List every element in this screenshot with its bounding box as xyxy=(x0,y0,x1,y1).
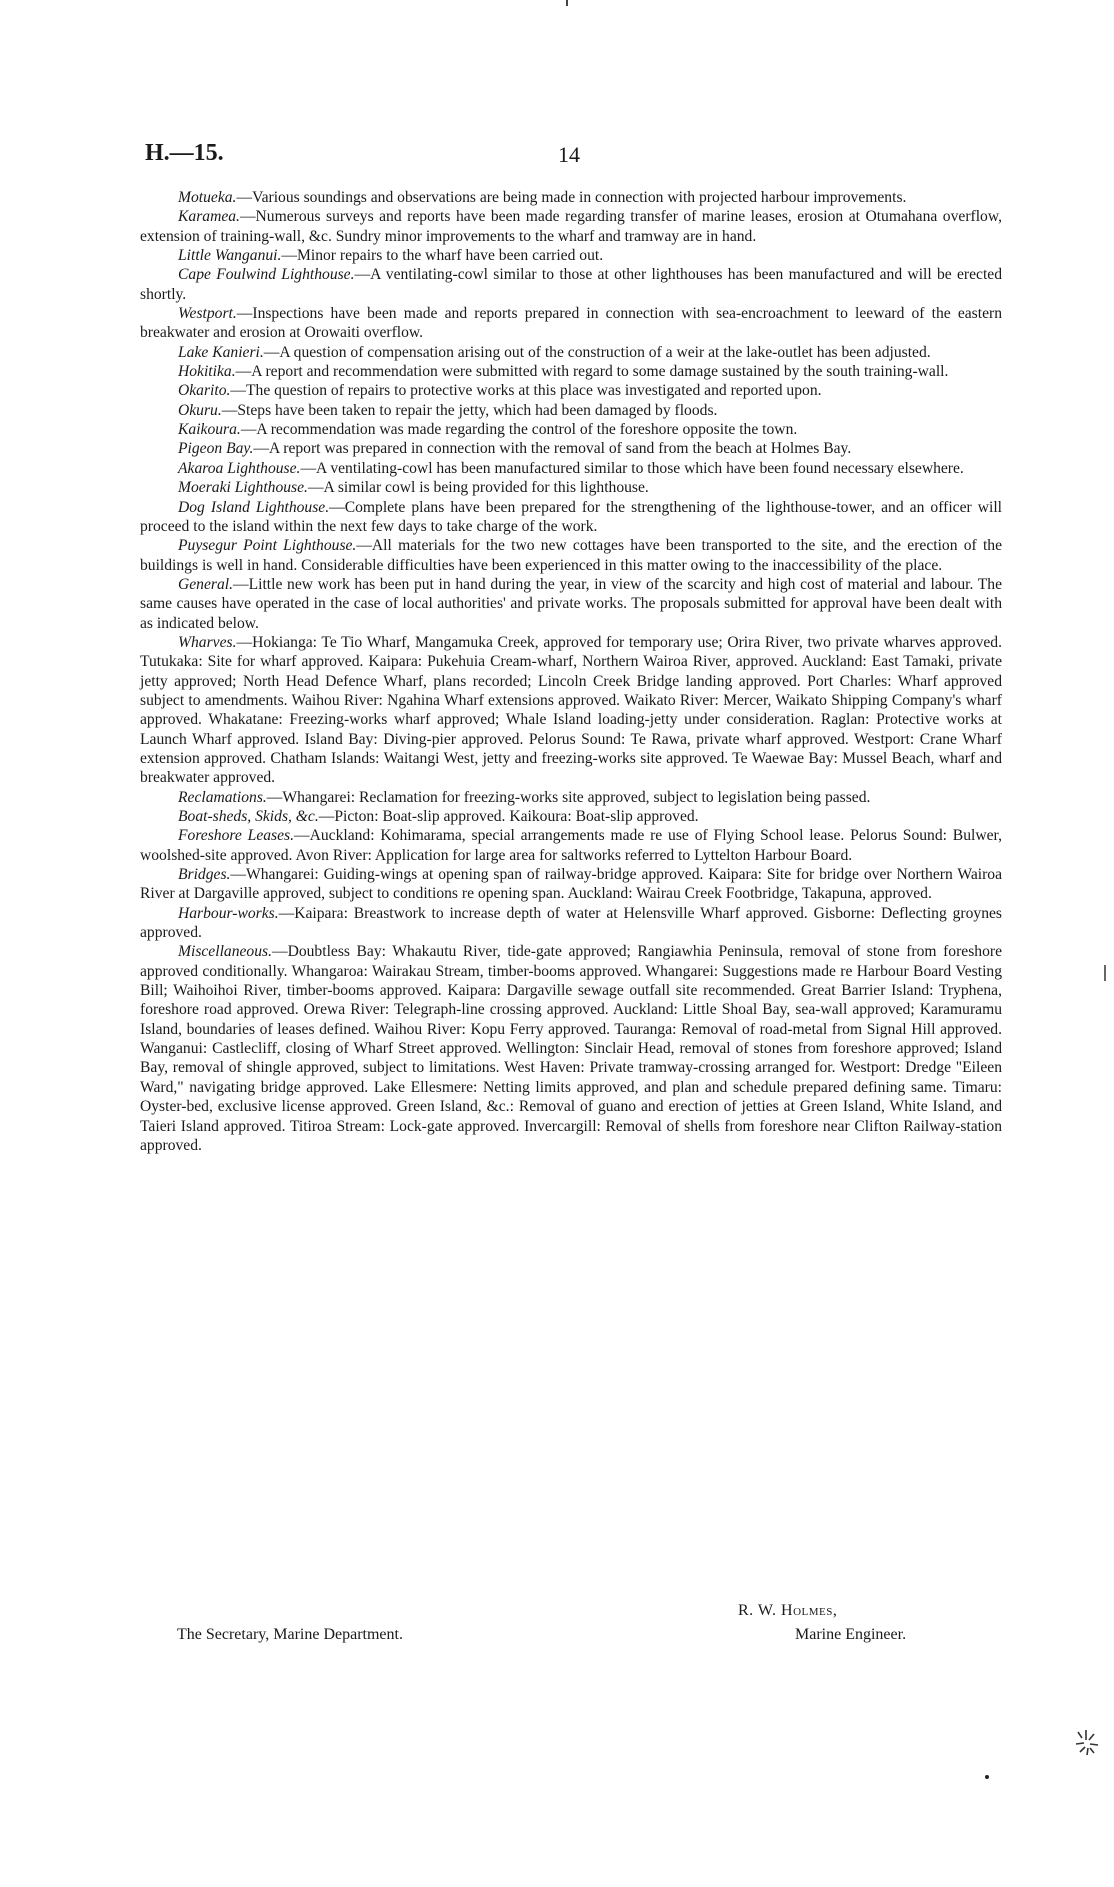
page-number: 14 xyxy=(558,142,580,167)
paragraph-text: —The question of repairs to protective works at this place was investigated and reported upon. xyxy=(230,382,822,400)
paragraph xyxy=(140,362,1002,381)
paragraph-text: —A ventilating-cowl has been manufactured similar to those which have been found necessary elsewhere. xyxy=(300,459,964,477)
paragraph-heading: Foreshore Leases. xyxy=(178,827,294,845)
paragraph-text: —Steps have been taken to repair the jetty, which had been damaged by floods. xyxy=(221,401,718,419)
paragraph xyxy=(140,439,1002,458)
paragraph-text: —Kaipara: Breastwork to increase depth of water at Helensville Wharf approved. Gisborne: Deflecting groynes approved. xyxy=(140,904,1002,942)
paragraph-text: —Hokianga: Te Tio Wharf, Mangamuka Creek, approved for temporary use; Orira River, two private wharves approved. Tutukaka: Site for wharf approved. Kaipara: Pukehuia Cream-wharf, Northern Wairoa River, approved. Auckland: East Tamaki, private jetty approved; North Head Defence Wharf, plans recorded; Lincoln Creek Bridge landing approved. Port Charles: Wharf approved subject to amendments. Waihou River: Ngahina Wharf extensions approved. Waikato River: Mercer, Waikato Shipping Company's wharf approved. Whakatane: Freezing-works wharf approved; Whale Island loading-jetty under consideration. Raglan: Protective works at Launch Wharf approved. Island Bay: Diving-pier approved. Pelorus Sound: Te Rawa, private wharf approved. Westport: Crane Wharf extension approved. Chatham Islands: Waitangi West, jetty and freezing-works site approved. Te Waewae Bay: Mussel Beach, wharf and breakwater approved. xyxy=(140,633,1002,787)
paragraph-text: —A recommendation was made regarding the control of the foreshore opposite the town. xyxy=(240,421,798,439)
paragraph-heading: Boat-sheds, Skids, &c. xyxy=(178,808,319,825)
paragraph-heading: Reclamations. xyxy=(178,788,267,806)
paragraph-heading: Lake Kanieri. xyxy=(178,343,264,361)
paragraph xyxy=(140,401,1002,420)
paragraph xyxy=(140,942,1002,1155)
scan-speck-top xyxy=(566,0,568,6)
paragraph xyxy=(140,459,1002,478)
paragraph-heading: Pigeon Bay. xyxy=(178,440,254,458)
paragraph xyxy=(140,420,1002,439)
paragraph-heading: Akaroa Lighthouse. xyxy=(178,459,301,477)
paragraph xyxy=(140,343,1002,362)
paragraph-heading: Motueka. xyxy=(178,189,237,206)
paragraph xyxy=(140,381,1002,400)
paragraph-text: —Whangarei: Guiding-wings at opening span of railway-bridge approved. Kaipara: Site for bridge over Northern Wairoa River at Dargaville approved, subject to conditions re opening span. Auckland: Wairau Creek Footbridge, Takapuna, approved. xyxy=(140,866,1002,903)
paragraph xyxy=(140,207,1002,246)
paragraph-text: —Various soundings and observations are being made in connection with projected harbour improvements. xyxy=(236,189,907,206)
addressee: The Secretary, Marine Department. xyxy=(177,1626,403,1643)
paragraph-text: —Auckland: Kohimarama, special arrangements made re use of Flying School lease. Pelorus Sound: Bulwer, woolshed-site approved. Avon River: Application for large area for saltworks referred to Lyttelton Harbour Board. xyxy=(140,827,1002,864)
paragraph-text: —A report and recommendation were submitted with regard to some damage sustained by the south training-wall. xyxy=(235,363,949,381)
paragraph-text: —A similar cowl is being provided for this lighthouse. xyxy=(307,479,649,497)
paragraph-heading: Puysegur Point Lighthouse. xyxy=(178,537,357,555)
paragraph-heading: Moeraki Lighthouse. xyxy=(178,479,308,497)
scan-dot xyxy=(985,1775,989,1779)
paragraph-heading: Bridges. xyxy=(178,866,231,884)
paragraph xyxy=(140,188,1002,207)
signature-name: R. W. Holmes, xyxy=(738,1602,838,1619)
paragraph-text: —Picton: Boat-slip approved. Kaikoura: Boat-slip approved. xyxy=(318,808,699,825)
paragraph-heading: Cape Foulwind Lighthouse. xyxy=(178,266,355,284)
paragraph xyxy=(140,633,1002,788)
signature-title: Marine Engineer. xyxy=(795,1626,907,1643)
paragraph-heading: General. xyxy=(178,575,233,593)
paragraph-text: —Minor repairs to the wharf have been carried out. xyxy=(281,247,604,265)
paragraph xyxy=(140,246,1002,265)
paragraph xyxy=(140,498,1002,537)
paragraph-heading: Harbour-works. xyxy=(178,904,279,922)
paragraph-heading: Dog Island Lighthouse. xyxy=(178,498,330,516)
paragraph xyxy=(140,788,1002,807)
paragraph-text: —Doubtless Bay: Whakautu River, tide-gate approved; Rangiawhia Peninsula, removal of stone from foreshore approved conditionally. Whangaroa: Wairakau Stream, timber-booms approved. Whangarei: Suggestions made re Harbour Board Vesting Bill; Waihoihoi River, timber-booms approved. Kaipara: Dargaville sewage outfall site recommended. Great Barrier Island: Tryphena, foreshore road approved. Orewa River: Telegraph-line crossing approved. Auckland: Little Shoal Bay, sea-wall approved; Karamuramu Island, boundaries of leases defined. Waihou River: Kopu Ferry approved. Tauranga: Removal of road-metal from Signal Hill approved. Wanganui: Castlecliff, closing of Wharf Street approved. Wellington: Sinclair Head, removal of stones from foreshore approved; Island Bay, removal of shingle approved, subject to limitations. West Haven: Private tramway-crossing arranged for. Westport: Dredge "Eileen Ward," navigating bridge approved. Lake Ellesmere: Netting limits approved, and plan and schedule prepared defining same. Timaru: Oyster-bed, exclusive license approved. Green Island, &c.: Removal of guano and erection of jetties at Green Island, White Island, and Taieri Island approved. Titiroa Stream: Lock-gate approved. Invercargill: Removal of shells from foreshore near Clifton Railway-station approved. xyxy=(140,943,1002,1154)
paragraph-heading: Kaikoura. xyxy=(178,421,241,439)
paragraph-text: —Complete plans have been prepared for the strengthening of the lighthouse-tower, and an officer will proceed to the island within the next few days to take charge of the work. xyxy=(140,498,1002,535)
scan-blot-icon xyxy=(1072,1728,1102,1758)
paragraph-text: —All materials for the two new cottages have been transported to the site, and the erection of the buildings is well in hand. Considerable difficulties have been experienced in this matter owing to the inaccessibility of the place. xyxy=(140,537,1002,574)
paragraph xyxy=(140,304,1002,343)
paragraph-text: —Little new work has been put in hand during the year, in view of the scarcity and high cost of material and labour. The same causes have operated in the case of local authorities' and private works. The proposals submitted for approval have been dealt with as indicated below. xyxy=(140,575,1002,632)
paragraph-heading: Little Wanganui. xyxy=(178,247,282,265)
paragraph xyxy=(140,865,1002,904)
paragraph-text: —Inspections have been made and reports prepared in connection with sea-encroachment to leeward of the eastern breakwater and erosion at Orowaiti overflow. xyxy=(140,305,1002,342)
paragraph xyxy=(140,575,1002,633)
scan-blot xyxy=(1072,1728,1102,1758)
paragraph-heading: Karamea. xyxy=(178,208,240,226)
paragraph-heading: Wharves. xyxy=(178,633,237,651)
paragraph-text: —A ventilating-cowl similar to those at other lighthouses has been manufactured and will be erected shortly. xyxy=(140,266,1003,303)
paragraph-heading: Hokitika. xyxy=(178,363,236,381)
paragraph xyxy=(140,904,1002,943)
paragraph-heading: Miscellaneous. xyxy=(178,943,272,961)
paragraph xyxy=(140,826,1002,865)
paragraph-text: —Whangarei: Reclamation for freezing-works site approved, subject to legislation being passed. xyxy=(266,788,871,806)
paragraph xyxy=(140,536,1002,575)
scan-speck-margin xyxy=(1104,965,1106,981)
paragraph-text: —Numerous surveys and reports have been made regarding transfer of marine leases, erosion at Otumahana overflow, extension of training-wall, &c. Sundry minor improvements to the wharf and tramway are in hand. xyxy=(140,208,1002,245)
paragraph-heading: Westport. xyxy=(178,305,237,323)
paragraph xyxy=(140,265,1002,304)
paragraph-text: —A question of compensation arising out of the construction of a weir at the lake-outlet has been adjusted. xyxy=(263,343,931,361)
paragraph-heading: Okuru. xyxy=(178,401,222,419)
paragraph-heading: Okarito. xyxy=(178,382,231,400)
report-code: H.—15. xyxy=(145,140,224,166)
paragraph-text: —A report was prepared in connection with the removal of sand from the beach at Holmes Bay. xyxy=(253,440,852,458)
paragraph xyxy=(140,478,1002,497)
paragraph xyxy=(140,807,1002,826)
report-body xyxy=(140,188,1002,1155)
